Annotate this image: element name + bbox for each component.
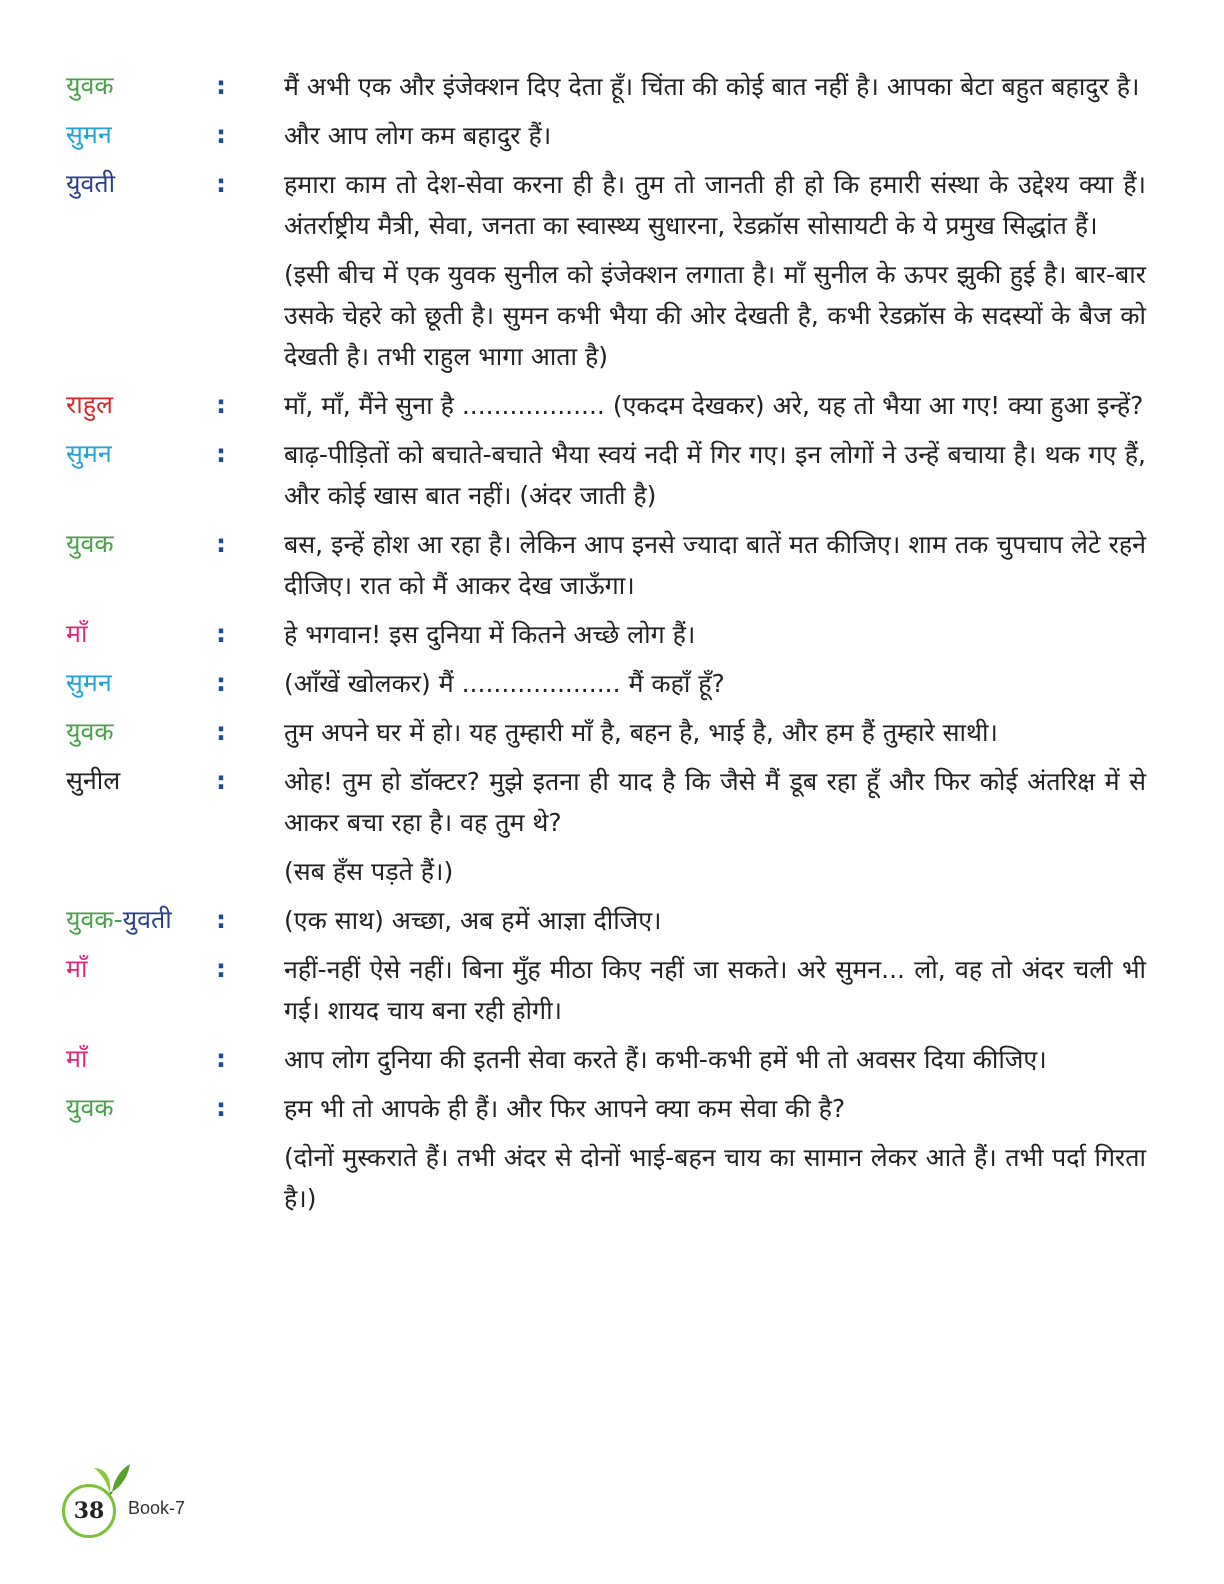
stage-direction-row [66,254,1146,377]
dialogue-row [66,434,1146,516]
speaker-name [66,900,216,940]
speaker-name: सुमन [66,668,112,697]
dialogue-text: बस, इन्हें होश आ रहा है। लेकिन आप इनसे ज्यादा बातें मत कीजिए। शाम तक चुपचाप लेटे रहने दीजिए। रात को मैं आकर देख जाऊँगा। [284,530,1146,600]
dialogue-row [66,164,1146,246]
dialogue-text: हे भगवान! इस दुनिया में कितने अच्छे लोग हैं। [284,620,696,649]
dialogue-row [66,761,1146,843]
dialogue-text: (एक साथ) अच्छा, अब हमें आज्ञा दीजिए। [284,906,662,935]
dialogue-row [66,949,1146,1031]
speaker-name: युवक [66,529,114,558]
dialogue-text: बाढ़-पीड़ितों को बचाते-बचाते भैया स्वयं नदी में गिर गए। इन लोगों ने उन्हें बचाया है। थक गए हैं, और कोई खास बात नहीं। (अंदर जाती है) [284,440,1146,510]
speaker-name: सुमन [66,120,112,149]
dialogue [66,66,1146,1227]
stage-direction: (सब हँस पड़ते हैं।) [284,857,454,886]
dialogue-row [66,614,1146,655]
stage-direction-row [66,851,1146,892]
dialogue-row [66,663,1146,704]
speaker-colon: : [216,120,226,149]
dialogue-text: माँ, माँ, मैंने सुना है .................. (एकदम देखकर) अरे, यह तो भैया आ गए! क्या हुआ इन्हें? [284,391,1144,420]
dialogue-row [66,524,1146,606]
dialogue-row [66,385,1146,426]
speaker-colon: : [216,619,226,648]
speaker-name-b: युवती [122,905,172,934]
speaker-colon: : [216,529,226,558]
speaker-colon: : [216,766,226,795]
speaker-colon: : [216,390,226,419]
speaker-name: राहुल [66,390,113,419]
stage-direction-row [66,1137,1146,1219]
speaker-name-a: युवक [66,905,114,934]
dialogue-text: हमारा काम तो देश-सेवा करना ही है। तुम तो जानती ही हो कि हमारी संस्था के उद्देश्य क्या हैं। अंतर्राष्ट्रीय मैत्री, सेवा, जनता का स्वास्थ्य सुधारना, रेडक्रॉस सोसायटी के ये प्रमुख सिद्धांत हैं। [284,170,1146,240]
speaker-separator: - [113,905,123,934]
speaker-colon: : [216,1044,226,1073]
stage-direction: (इसी बीच में एक युवक सुनील को इंजेक्शन लगाता है। माँ सुनील के ऊपर झुकी हुई है। बार-बार उसके चेहरे को छूती है। सुमन कभी भैया की ओर देखती है, कभी रेडक्रॉस के सदस्यों के बैज को देखती है। तभी राहुल भागा आता है) [284,260,1146,371]
dialogue-row [66,66,1146,107]
speaker-name: माँ [66,1044,88,1073]
dialogue-text: और आप लोग कम बहादुर हैं। [284,121,552,150]
speaker-name: माँ [66,954,88,983]
speaker-name: युवक [66,71,114,100]
dialogue-row [66,1088,1146,1129]
speaker-colon: : [216,71,226,100]
speaker-name: युवक [66,1093,114,1122]
speaker-colon: : [216,905,226,934]
speaker-colon: : [216,717,226,746]
speaker-name: सुनील [66,766,121,795]
speaker-colon: : [216,1093,226,1122]
dialogue-text: आप लोग दुनिया की इतनी सेवा करते हैं। कभी-कभी हमें भी तो अवसर दिया कीजिए। [284,1045,1047,1074]
speaker-colon: : [216,668,226,697]
dialogue-row [66,1039,1146,1080]
speaker-colon: : [216,169,226,198]
speaker-name: युवती [66,169,116,198]
dialogue-text: हम भी तो आपके ही हैं। और फिर आपने क्या कम सेवा की है? [284,1094,846,1123]
dialogue-text: नहीं-नहीं ऐसे नहीं। बिना मुँह मीठा किए नहीं जा सकते। अरे सुमन... लो, वह तो अंदर चली भी गई। शायद चाय बना रही होगी। [284,955,1146,1025]
speaker-name: माँ [66,619,88,648]
dialogue-row [66,712,1146,753]
speaker-colon: : [216,954,226,983]
page-number: 38 [62,1484,116,1538]
speaker-colon: : [216,439,226,468]
speaker-name: सुमन [66,439,112,468]
dialogue-text: (आँखें खोलकर) मैं .................... मैं कहाँ हूँ? [284,669,725,698]
page-footer [58,1462,258,1542]
book-label: Book-7 [128,1498,186,1518]
dialogue-text: ओह! तुम हो डॉक्टर? मुझे इतना ही याद है कि जैसे मैं डूब रहा हूँ और फिर कोई अंतरिक्ष में से आकर बचा रहा है। वह तुम थे? [284,767,1146,837]
speaker-name: युवक [66,717,114,746]
stage-direction: (दोनों मुस्कराते हैं। तभी अंदर से दोनों भाई-बहन चाय का सामान लेकर आते हैं। तभी पर्दा गिरता है।) [284,1143,1146,1213]
dialogue-text: तुम अपने घर में हो। यह तुम्हारी माँ है, बहन है, भाई है, और हम हैं तुम्हारे साथी। [284,718,998,747]
dialogue-row [66,900,1146,941]
dialogue-text: मैं अभी एक और इंजेक्शन दिए देता हूँ। चिंता की कोई बात नहीं है। आपका बेटा बहुत बहादुर है। [284,72,1140,101]
dialogue-row [66,115,1146,156]
